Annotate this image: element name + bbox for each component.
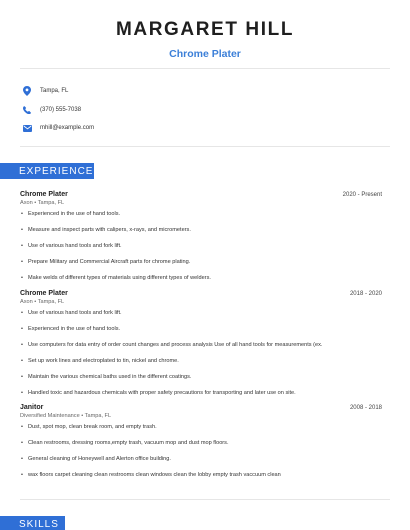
job-bullet: • Measure and inspect parts with calipers, x-rays, and micrometers. [20,227,382,233]
contact-email-text: mhill@example.com [40,125,95,132]
resume-header [0,0,410,60]
job-bullet: • Make welds of different types of materials using different types of welders. [20,275,382,281]
header-divider [20,68,390,69]
job-title: Janitor [20,404,44,411]
job-title: Chrome Plater [20,290,68,297]
contact-list [22,82,94,138]
candidate-title: Chrome Plater [169,48,241,60]
job-bullet: • wax floors carpet cleaning clean restrooms clean windows clean the lobby empty trash vaccuum clean [20,472,382,478]
job-dates: 2020 - Present [342,192,382,198]
job-entry [20,191,382,281]
section-skills-heading: SKILLS [0,516,65,530]
section-experience-heading: EXPERIENCE [0,163,94,179]
job-bullet: • Clean restrooms, dressing rooms,empty trash, vacuum mop and dust mop floors. [20,440,382,446]
job-bullet: • Set up work lines and electroplated to tin, nickel and chrome. [20,358,382,364]
job-bullet: • Dust, spot mop, clean break room, and empty trash. [20,424,382,430]
job-bullet: • Experienced in the use of hand tools. [20,326,382,332]
job-company: Axon • Tampa, FL [20,299,65,305]
job-bullet: • Handled toxic and hazardous chemicals with proper safety precautions for transporting and later use on site. [20,390,382,396]
job-bullets [20,424,382,478]
phone-icon [22,105,32,115]
map-pin-icon [22,86,32,96]
candidate-name: MARGARET HILL [115,19,295,40]
job-bullets [20,310,382,396]
job-bullet: • Prepare Military and Commercial Aircraft parts for chrome plating. [20,259,382,265]
job-title: Chrome Plater [20,191,68,198]
experience-divider [20,499,390,500]
envelope-icon [22,123,32,133]
job-bullet: • Experienced in the use of hand tools. [20,211,382,217]
contact-location [22,82,94,101]
job-bullet: • General cleaning of Honeywell and Alerton office building. [20,456,382,462]
job-bullet: • Use of various hand tools and fork lift. [20,310,382,316]
job-bullet: • Use computers for data entry of order count changes and process analysis Use of all hand tools for measurements (ex. [20,342,382,348]
contact-email [22,119,94,138]
job-dates: 2008 - 2018 [349,405,382,411]
job-entry [20,290,382,396]
job-company: Diversified Maintenance • Tampa, FL [20,413,112,419]
job-dates: 2018 - 2020 [349,291,382,297]
job-entry [20,404,382,478]
contact-location-text: Tampa, FL [40,88,69,95]
job-bullet: • Maintain the various chemical baths used in the different coatings. [20,374,382,380]
job-company: Axon • Tampa, FL [20,200,65,206]
job-bullets [20,211,382,281]
contact-phone [22,101,94,120]
contact-phone-text: (370) 555-7038 [40,106,82,113]
job-bullet: • Use of various hand tools and fork lift. [20,243,382,249]
contact-divider [20,146,390,147]
